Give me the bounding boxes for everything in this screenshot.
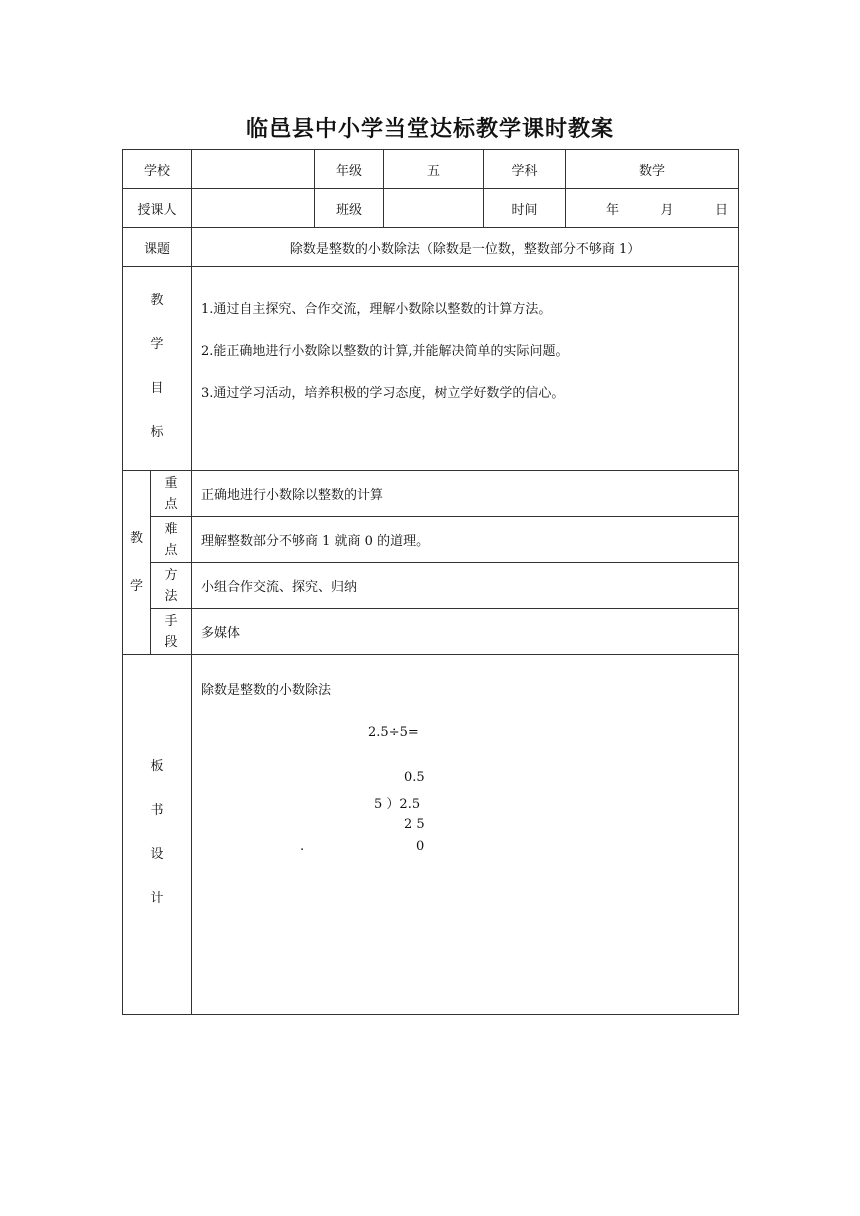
grade-label: 年级	[315, 150, 384, 189]
difficulty-label: 难 点	[151, 517, 192, 563]
date-cell	[566, 189, 739, 228]
key-point-value: 正确地进行小数除以整数的计算	[192, 471, 739, 517]
goal-item: 2.能正确地进行小数除以整数的计算,并能解决简单的实际问题。	[201, 344, 569, 359]
teaching-row-difficulty	[123, 517, 739, 563]
goals-label-char: 标	[150, 425, 164, 440]
board-remainder: 0	[416, 839, 425, 854]
goals-row	[123, 267, 739, 471]
info-row-1	[123, 150, 739, 189]
goals-label-char: 学	[150, 337, 164, 352]
date-day: 日	[714, 202, 728, 218]
lesson-plan-table	[122, 149, 739, 1015]
goal-item: 1.通过自主探究、合作交流，理解小数除以整数的计算方法。	[201, 302, 552, 317]
board-heading: 除数是整数的小数除法	[201, 683, 332, 698]
info-row-2	[123, 189, 739, 228]
teaching-label	[123, 471, 151, 655]
class-value	[384, 189, 484, 228]
topic-label: 课题	[123, 228, 192, 267]
key-point-label: 重 点	[151, 471, 192, 517]
topic-row	[123, 228, 739, 267]
page-title: 临邑县中小学当堂达标教学课时教案	[245, 117, 614, 142]
teaching-row-method	[123, 563, 739, 609]
board-label-char: 书	[150, 803, 164, 818]
method-label: 方 法	[151, 563, 192, 609]
subject-value: 数学	[566, 150, 739, 189]
method-value: 小组合作交流、探究、归纳	[192, 563, 739, 609]
goals-label	[123, 267, 192, 471]
class-label: 班级	[315, 189, 384, 228]
subject-label: 学科	[484, 150, 566, 189]
date-year: 年	[606, 202, 620, 218]
teacher-value	[192, 189, 315, 228]
board-label	[123, 655, 192, 1015]
goal-item: 3.通过学习活动，培养积极的学习态度，树立学好数学的信心。	[201, 386, 565, 401]
topic-value: 除数是整数的小数除法（除数是一位数，整数部分不够商 1）	[192, 228, 739, 267]
date-month: 月	[660, 202, 674, 218]
goals-label-char: 目	[150, 381, 164, 396]
teaching-row-means	[123, 609, 739, 655]
board-label-char: 计	[150, 891, 164, 906]
means-value: 多媒体	[192, 609, 739, 655]
grade-value: 五	[384, 150, 484, 189]
means-label: 手 段	[151, 609, 192, 655]
board-label-char: 板	[150, 759, 164, 774]
school-value	[192, 150, 315, 189]
board-product: 2 5	[404, 817, 425, 832]
teaching-label-char: 学	[129, 578, 143, 594]
goals-label-char: 教	[150, 293, 164, 308]
teaching-label-char: 教	[129, 530, 143, 546]
teacher-label: 授课人	[123, 189, 192, 228]
board-divisor-line: 5 ）2.5	[374, 797, 421, 812]
board-content	[192, 655, 739, 1015]
teaching-row-key-point	[123, 471, 739, 517]
goals-content	[192, 267, 739, 471]
school-label: 学校	[123, 150, 192, 189]
board-row	[123, 655, 739, 1015]
board-quotient: 0.5	[404, 770, 425, 785]
board-label-char: 设	[150, 847, 164, 862]
difficulty-value: 理解整数部分不够商 1 就商 0 的道理。	[192, 517, 739, 563]
board-dot: .	[300, 839, 305, 854]
time-label: 时间	[484, 189, 566, 228]
board-equation: 2.5÷5=	[368, 725, 419, 740]
